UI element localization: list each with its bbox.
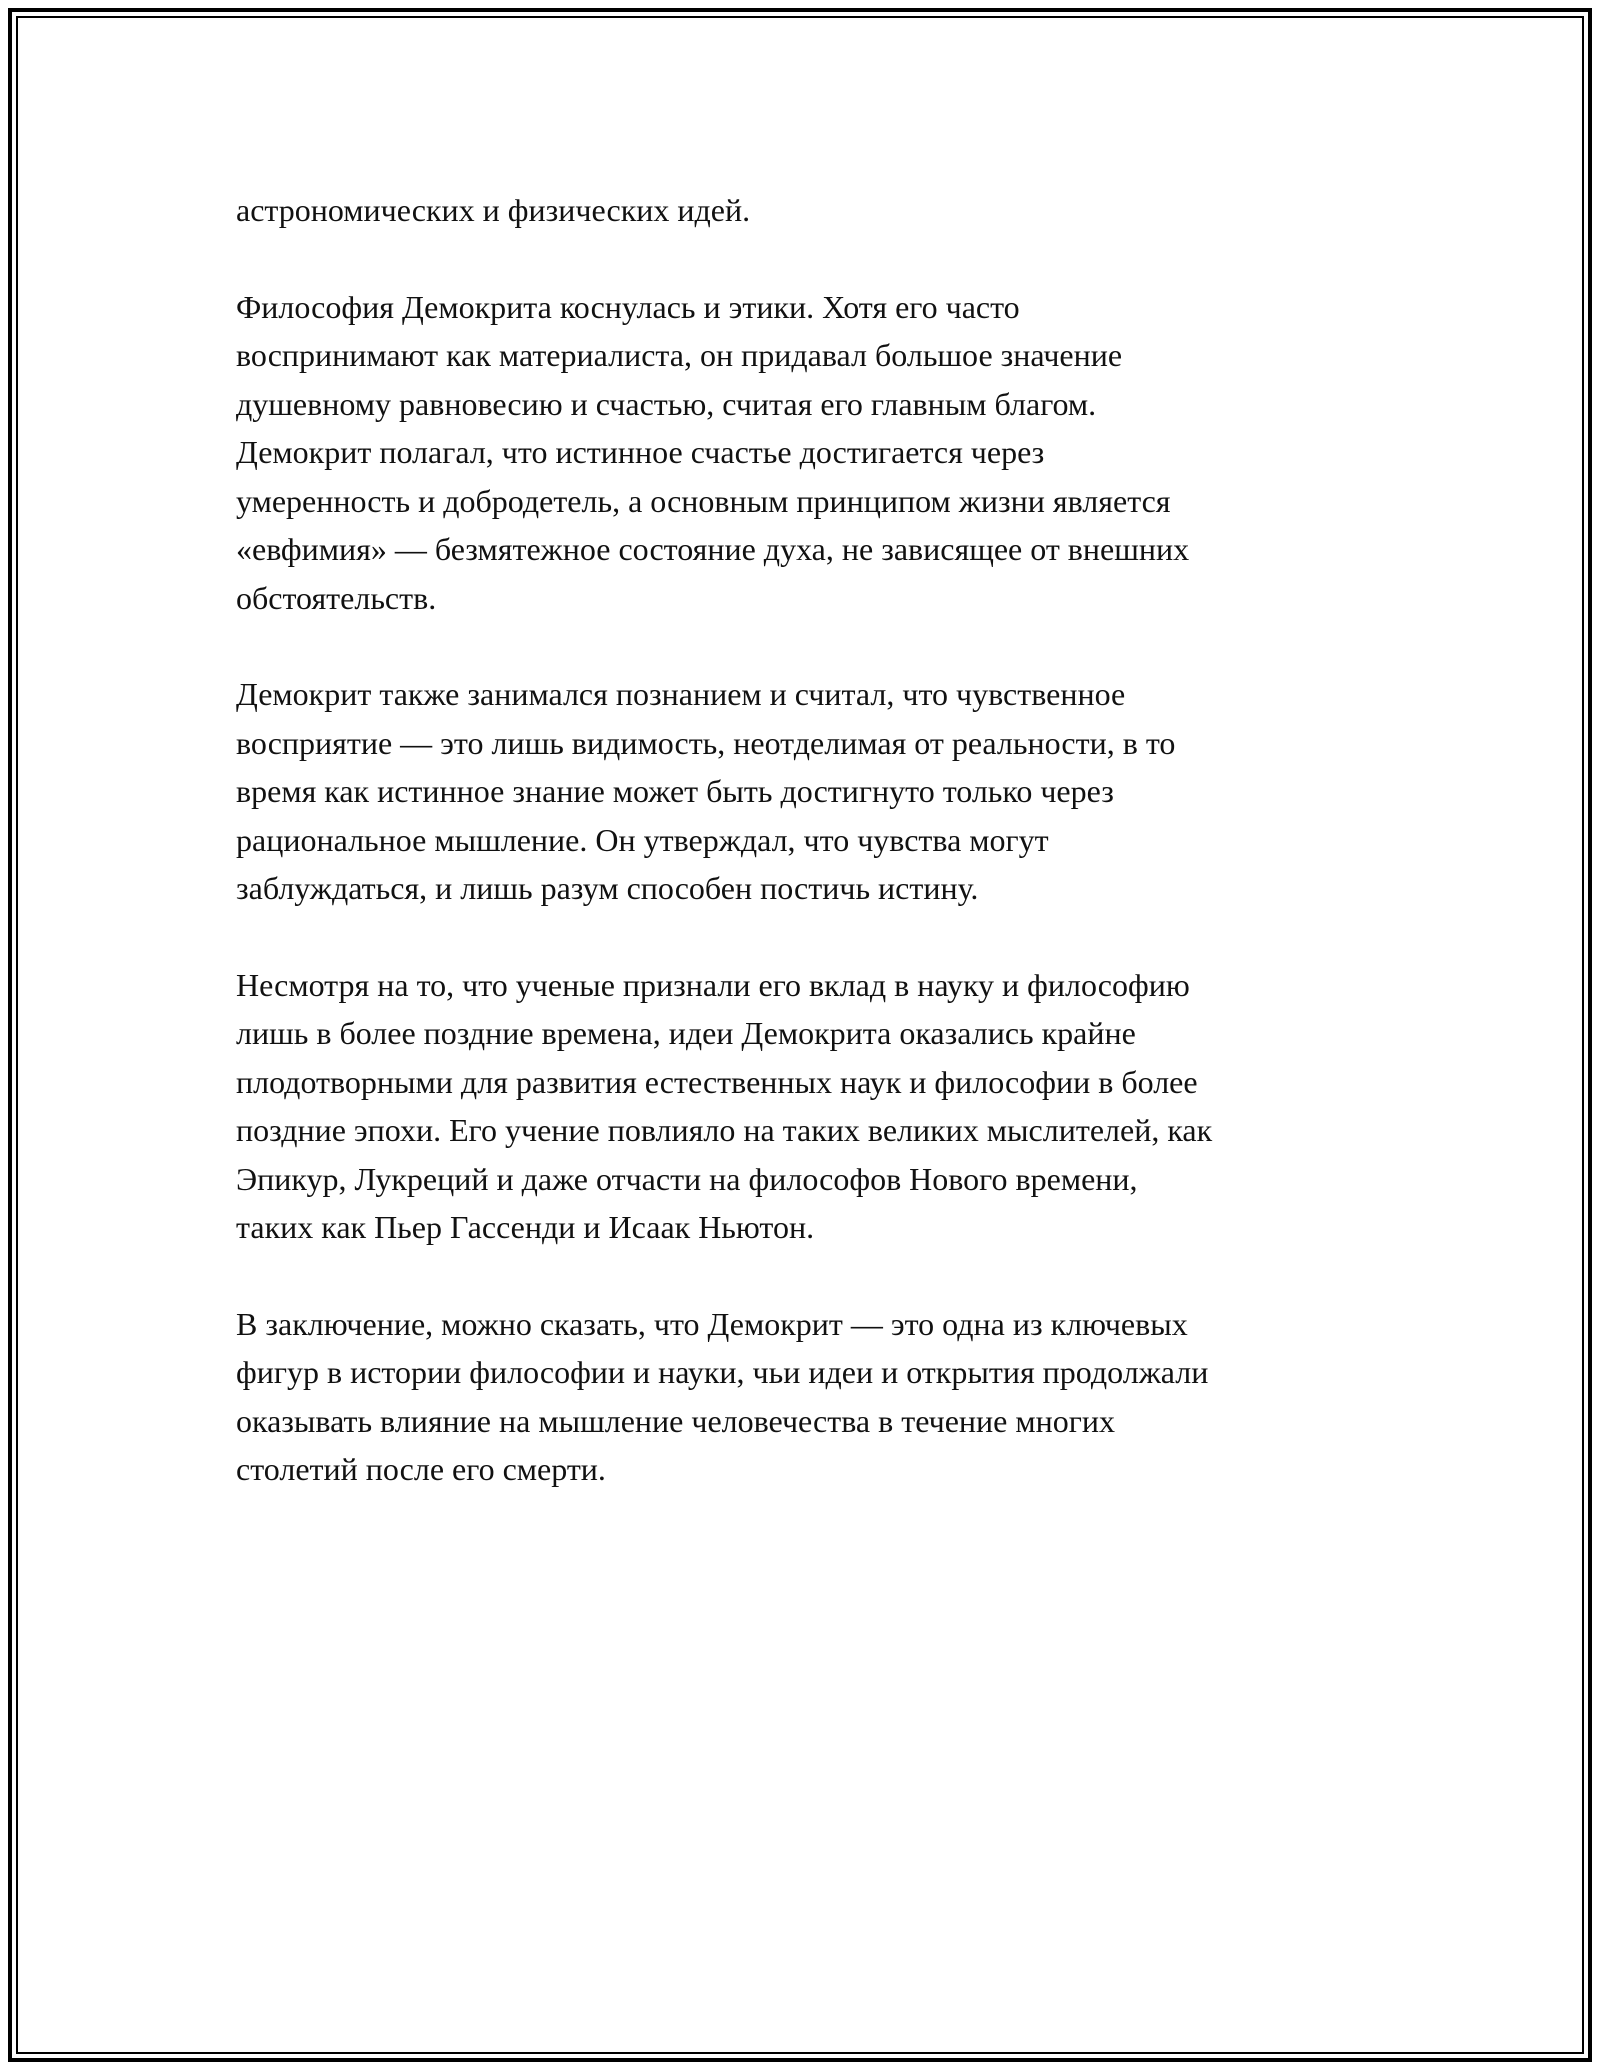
paragraph-5: В заключение, можно сказать, что Демокрит — это одна из ключевых фигур в истории философии и науки, чьи идеи и открытия продолжали оказывать влияние на мышление человечества в течение многих столетий после его смерти.	[236, 1305, 1209, 1487]
paragraph-1: астрономических и физических идей.	[236, 192, 751, 228]
paragraph-3: Демокрит также занимался познанием и считал, что чувственное восприятие — это лишь видимость, неотделимая от реальности, в то время как истинное знание может быть достигнуто только через рациональное мышление. Он утверждал, что чувства могут заблуждаться, и лишь разум способен постичь истину.	[236, 676, 1176, 906]
paragraph-4: Несмотря на то, что ученые признали его вклад в науку и философию лишь в более поздние времена, идеи Демокрита оказались крайне плодотворными для развития естественных наук и философии в более поздние эпохи. Его учение повлияло на таких великих мыслителей, как Эпикур, Лукреций и даже отчасти на философов Нового времени, таких как Пьер Гассенди и Исаак Ньютон.	[236, 966, 1213, 1245]
paragraph-2: Философия Демокрита коснулась и этики. Хотя его часто воспринимают как материалиста, он придавал большое значение душевному равновесию и счастью, считая его главным благом. Демокрит полагал, что истинное счастье достигается через умеренность и добродетель, а основным принципом жизни является «евфимия» — безмятежное состояние духа, не зависящее от внешних обстоятельств.	[236, 288, 1190, 616]
document-body	[236, 186, 1376, 1542]
